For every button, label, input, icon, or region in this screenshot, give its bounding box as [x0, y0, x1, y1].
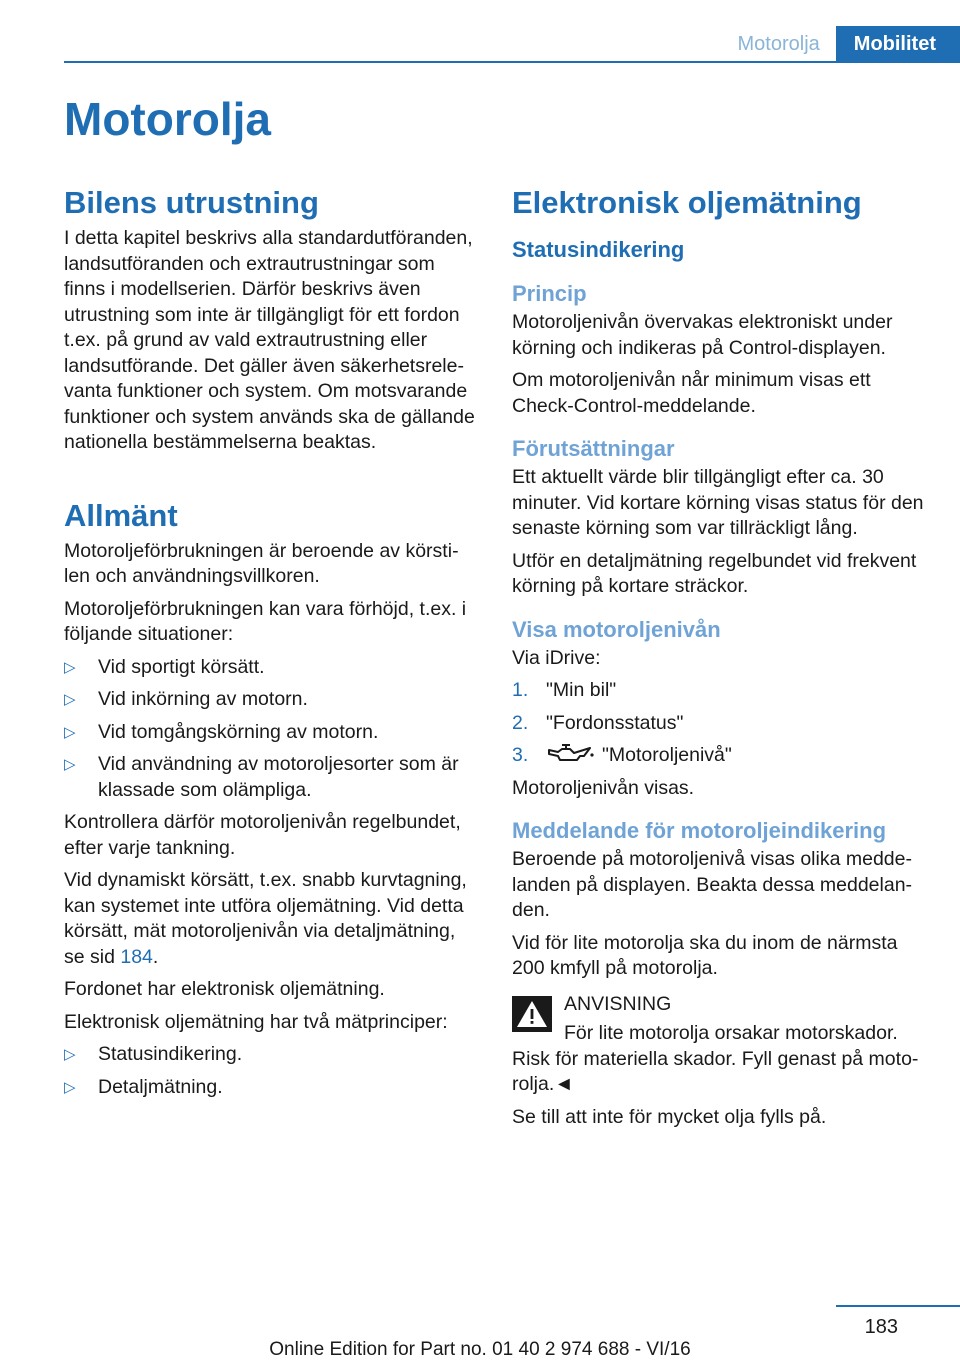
- paragraph-increased: Motoroljeförbrukningen kan vara förhöjd, t.ex. i följande situationer:: [64, 597, 467, 645]
- warning-triangle-icon: [512, 996, 552, 1032]
- header-section-tab[interactable]: Mobilitet: [836, 26, 960, 62]
- heading-status: Statusindikering: [512, 237, 685, 262]
- paragraph-message-2: Vid för lite motorolja ska du inom de närmsta 200 kmfyll på motorolja.: [512, 931, 898, 979]
- list-item-text: Vid inkörning av motorn.: [98, 688, 308, 710]
- paragraph-consumption: Motoroljeförbrukningen är beroende av körstilen och användningsvillkoren.: [64, 539, 459, 587]
- footer-rule: [836, 1305, 960, 1307]
- header-rule: [64, 61, 960, 63]
- paragraph-equipment: I detta kapitel beskrivs alla standardutföranden, landsutföranden och extrautrustningar som finns i modellserien. Därför beskrivs även utrustning som inte är tillgängligt för ett fordon t.ex. på grund av vald extrautrustning eller landsutförande. Det gäller även säkerhetsrelevanta funktioner och system. Om motsvarande funktioner och system används ska de gällande nationella bestämmelserna beaktas.: [64, 227, 475, 453]
- step-text: "Fordonsstatus": [546, 711, 684, 734]
- edition-footer: Online Edition for Part no. 01 40 2 974 688 - VI/16: [269, 1339, 691, 1360]
- left-column: [64, 184, 478, 1107]
- situations-list: [64, 655, 478, 804]
- paragraph-check-level: Kontrollera därför motoroljenivån regelbundet, efter varje tankning.: [64, 811, 461, 859]
- paragraph-dynamic: [64, 868, 478, 970]
- list-item-text: Vid sportigt körsätt.: [98, 655, 265, 678]
- steps-list: [512, 678, 926, 769]
- list-item: [64, 655, 478, 681]
- paragraph-prereq-2: Utför en detaljmätning regelbundet vid frekvent körning på kortare sträckor.: [512, 549, 917, 597]
- paragraph-principle-2: Om motoroljenivån når minimum visas ett Check-Control-meddelande.: [512, 369, 871, 417]
- paragraph-not-too-much: Se till att inte för mycket olja fylls på.: [512, 1105, 827, 1128]
- notice-line-rest: Risk för materiella skador. Fyll genast på motorolja.◄: [512, 1047, 919, 1095]
- heading-prerequisites: Förutsättningar: [512, 436, 675, 461]
- paragraph-electronic: Fordonet har elektronisk oljemätning.: [64, 978, 385, 1000]
- notice-line-1: För lite motorolja orsakar motorskador.: [564, 1022, 898, 1044]
- list-item: [64, 720, 478, 746]
- header-tabs: [722, 26, 960, 62]
- triangle-bullet-icon: ▷: [64, 691, 76, 708]
- triangle-bullet-icon: ▷: [64, 1046, 76, 1063]
- paragraph-via-idrive: Via iDrive:: [512, 646, 601, 669]
- dynamic-end: .: [152, 945, 159, 968]
- triangle-bullet-icon: ▷: [64, 723, 76, 741]
- list-item: [64, 1042, 478, 1068]
- right-column: [512, 184, 926, 1137]
- list-item: [64, 752, 478, 803]
- heading-electronic-measurement: Elektronisk oljemätning: [512, 185, 862, 220]
- header-chapter-tab[interactable]: Motorolja: [737, 32, 820, 55]
- list-item: [512, 711, 926, 737]
- list-item: [512, 743, 926, 769]
- paragraph-message-1: Beroende på motoroljenivå visas olika meddelanden på displayen. Beakta dessa meddelanden.: [512, 848, 913, 921]
- step-text: "Motoroljenivå": [602, 744, 732, 766]
- principles-list: [64, 1042, 478, 1100]
- dynamic-text: Vid dynamiskt körsätt, t.ex. snabb kurvtagning, kan systemet inte utföra oljemätning. Vid detta körsätt, mät motoroljenivån via detaljmätning, se sid: [64, 869, 467, 968]
- triangle-bullet-icon: ▷: [64, 1078, 76, 1096]
- oil-can-icon: [546, 743, 596, 765]
- page-title: Motorolja: [64, 93, 271, 145]
- triangle-bullet-icon: ▷: [64, 658, 76, 676]
- heading-general: Allmänt: [64, 497, 178, 533]
- list-item: [64, 687, 478, 713]
- paragraph-prereq-1: Ett aktuellt värde blir tillgängligt efter ca. 30 minuter. Vid kortare körning visas status för den senaste körning som var tillräckligt lång.: [512, 466, 924, 539]
- list-item-text: Statusindikering.: [98, 1043, 243, 1065]
- paragraph-principle-1: Motoroljenivån övervakas elektroniskt under körning och indikeras på Control-displayen.: [512, 311, 893, 359]
- triangle-bullet-icon: ▷: [64, 756, 76, 773]
- heading-show-level: Visa motoroljenivån: [512, 616, 721, 642]
- step-number: 1.: [512, 679, 529, 701]
- list-item-text: Vid tomgångskörning av motorn.: [98, 720, 379, 743]
- heading-principle: Princip: [512, 281, 587, 306]
- paragraph-level-shown: Motoroljenivån visas.: [512, 776, 695, 799]
- notice-title: ANVISNING: [564, 992, 672, 1015]
- list-item-text: Detaljmätning.: [98, 1075, 223, 1098]
- list-item: [512, 678, 926, 704]
- notice-box: [512, 992, 926, 1098]
- page-link[interactable]: 184: [120, 945, 153, 968]
- step-number: 2.: [512, 711, 529, 734]
- list-item-text: Vid användning av motoroljesorter som är klassade som olämpliga.: [98, 753, 459, 801]
- page-number: 183: [864, 1316, 898, 1338]
- step-text: "Min bil": [546, 679, 617, 701]
- list-item: [64, 1075, 478, 1101]
- heading-message: Meddelande för motoroljeindikering: [512, 818, 887, 843]
- heading-equipment: Bilens utrustning: [64, 185, 319, 220]
- notice-body: [512, 1021, 926, 1098]
- paragraph-principles: Elektronisk oljemätning har två mätprinciper:: [64, 1010, 448, 1033]
- step-number: 3.: [512, 744, 529, 766]
